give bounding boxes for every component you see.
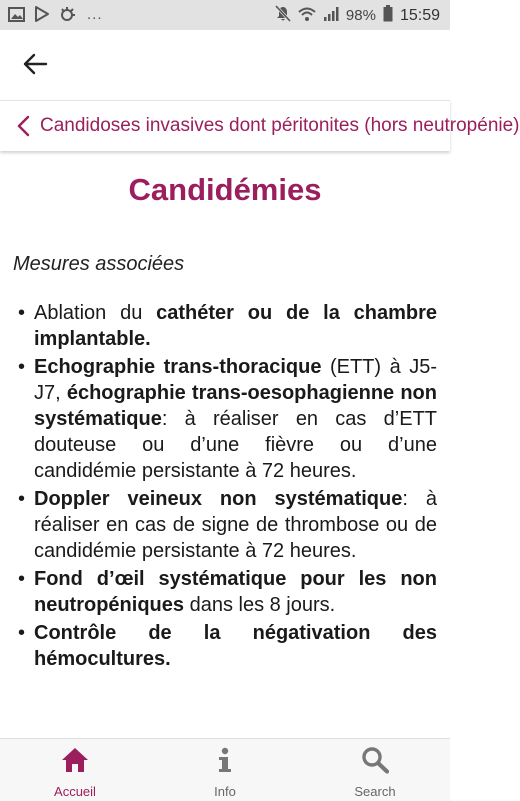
info-icon [216, 747, 234, 778]
chevron-left-icon [14, 115, 34, 137]
bottom-navigation [0, 738, 450, 801]
list-item-text: dans les 8 jours. [184, 594, 336, 616]
nav-home[interactable] [0, 739, 150, 801]
article-content [0, 150, 450, 738]
list-item-text: : à réaliser en cas de signe de thrombose ou de candidémie persistante à 72 heures. [34, 488, 437, 562]
breadcrumb-label[interactable]: Candidoses invasives dont péritonites (hors neutropénie) [40, 115, 520, 136]
nav-search-label: Search [354, 784, 396, 799]
image-notification-icon [8, 7, 25, 27]
home-icon [61, 747, 89, 778]
list-item-text: Ablation du [34, 302, 157, 324]
arrow-left-icon [23, 53, 47, 80]
back-button[interactable] [18, 50, 52, 82]
sync-notification-icon [58, 6, 78, 27]
app-toolbar [0, 30, 450, 100]
search-icon [361, 747, 389, 778]
list-item [18, 300, 437, 352]
signal-icon [323, 6, 339, 26]
list-item-bold-text: cathéter ou de la chambre implantable. [34, 302, 437, 350]
bullet-icon: • [18, 488, 26, 510]
bullet-icon: • [18, 622, 26, 644]
bullet-icon: • [18, 356, 26, 378]
list-item [18, 486, 437, 564]
list-item-text: : à réaliser en cas d’ETT douteuse ou d’une fièvre ou d’une candidémie persistante à 72 heures. [34, 408, 437, 482]
clock: 15:59 [399, 6, 440, 24]
list-item-bold-text: Echographie trans-thoracique [34, 356, 322, 378]
bullet-icon: • [18, 568, 26, 590]
nav-search[interactable] [300, 739, 450, 801]
battery-percent: 98% [345, 7, 376, 24]
list-item [18, 354, 437, 484]
section-subtitle: Mesures associées [13, 253, 185, 275]
list-item [18, 566, 437, 618]
mute-icon [275, 5, 291, 26]
nav-info[interactable] [150, 739, 300, 801]
play-store-notification-icon [34, 6, 49, 27]
list-item-bold-text: Contrôle de la négativation des hémocultures. [34, 622, 437, 670]
list-item-bold-text: Fond d’œil systématique pour les non neutropéniques [34, 568, 437, 616]
status-bar [0, 0, 450, 30]
battery-icon [383, 5, 393, 26]
measures-list [0, 300, 450, 674]
list-item-bold-text: échographie trans-oesophagienne non systématique [34, 382, 437, 430]
wifi-icon [298, 6, 316, 26]
breadcrumb[interactable] [0, 100, 520, 151]
list-item-text: (ETT) à J5-J7, [34, 356, 437, 404]
list-item-bold-text: Doppler veineux non systématique [34, 488, 403, 510]
nav-home-label: Accueil [54, 784, 96, 799]
more-notifications-indicator: ... [87, 6, 103, 23]
nav-info-label: Info [214, 784, 236, 799]
page-title: Candidémies [128, 172, 322, 207]
bullet-icon: • [18, 302, 26, 324]
list-item [18, 620, 437, 672]
